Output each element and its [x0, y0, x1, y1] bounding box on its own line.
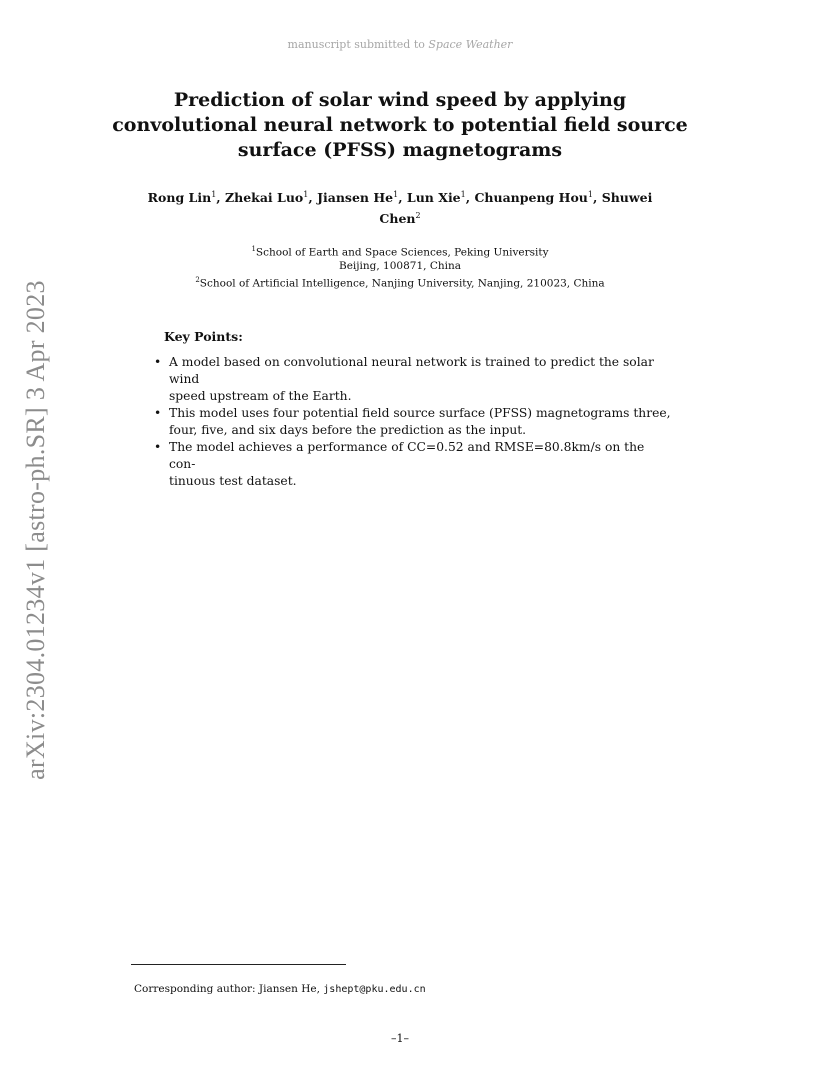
affiliation-text: Beijing, 100871, China [339, 260, 461, 272]
author-affil-mark: 1 [393, 190, 399, 199]
key-point-line: speed upstream of the Earth. [169, 389, 352, 403]
affiliation-number: 2 [195, 275, 200, 284]
author-name: Zhekai Luo [225, 190, 304, 206]
title-line: convolutional neural network to potential field source [112, 114, 688, 136]
author-name: Rong Lin [147, 190, 212, 206]
affiliation-number: 1 [251, 245, 256, 253]
author-affil-mark: 1 [211, 190, 217, 199]
header-journal: Space Weather [428, 38, 513, 51]
key-points-heading: Key Points: [164, 329, 243, 344]
bullet-icon: • [154, 440, 162, 454]
affiliation [150, 243, 650, 260]
footnote-label: Corresponding author: Jiansen He, [134, 983, 320, 995]
author-list: Rong Lin$^1$, Zhekai Luo$^1$, Jiansen He$^1$, Lun Xie$^1$, Chuanpeng Hou$^1$, Shuwei Chen$^2$ [147, 190, 653, 227]
affiliation-text: School of Artificial Intelligence, Nanjing University, Nanjing, 210023, China [199, 277, 605, 289]
author-affil-mark: 1 [587, 190, 593, 199]
author-name: Chuanpeng Hou [474, 190, 588, 206]
page-number: –1– [391, 1032, 409, 1045]
affiliation [150, 260, 650, 274]
bullet-icon: • [154, 355, 162, 369]
title-line: surface (PFSS) magnetograms [237, 139, 563, 161]
header-prefix: manuscript submitted to [287, 38, 425, 51]
corresponding-author-footnote [134, 983, 426, 995]
key-point-item [152, 405, 672, 439]
author-affil-mark: 2 [415, 211, 421, 221]
key-point-line: The model achieves a performance of CC=0.52 and RMSE=80.8km/s on the con- [169, 440, 645, 471]
key-point-line: tinuous test dataset. [169, 474, 297, 488]
key-points-list [152, 354, 672, 490]
bullet-icon: • [154, 406, 162, 420]
key-point-item [152, 439, 672, 490]
paper-title [100, 88, 700, 163]
author-name: Shuwei Chen [379, 190, 653, 227]
affiliations [150, 243, 650, 291]
author-name: Lun Xie [406, 190, 461, 206]
affiliation [150, 274, 650, 291]
footnote-divider [131, 964, 346, 965]
key-point-line: four, five, and six days before the prediction as the input. [169, 423, 527, 437]
affiliation-text: School of Earth and Space Sciences, Peking University [255, 246, 549, 259]
running-header [0, 38, 800, 51]
author-affil-mark: 1 [460, 190, 466, 199]
key-point-line: A model based on convolutional neural network is trained to predict the solar wind [169, 355, 654, 386]
author-name: Jiansen He [317, 190, 394, 206]
arxiv-stamp-text: arXiv:2304.01234v1 [astro-ph.SR] 3 Apr 2023 [21, 280, 50, 780]
key-point-line: This model uses four potential field source surface (PFSS) magnetograms three, [169, 406, 671, 420]
author-email-link[interactable]: jshept@pku.edu.cn [323, 984, 426, 995]
key-point-item [152, 354, 672, 405]
author-affil-mark: 1 [303, 190, 309, 199]
title-line: Prediction of solar wind speed by applying [173, 89, 627, 111]
